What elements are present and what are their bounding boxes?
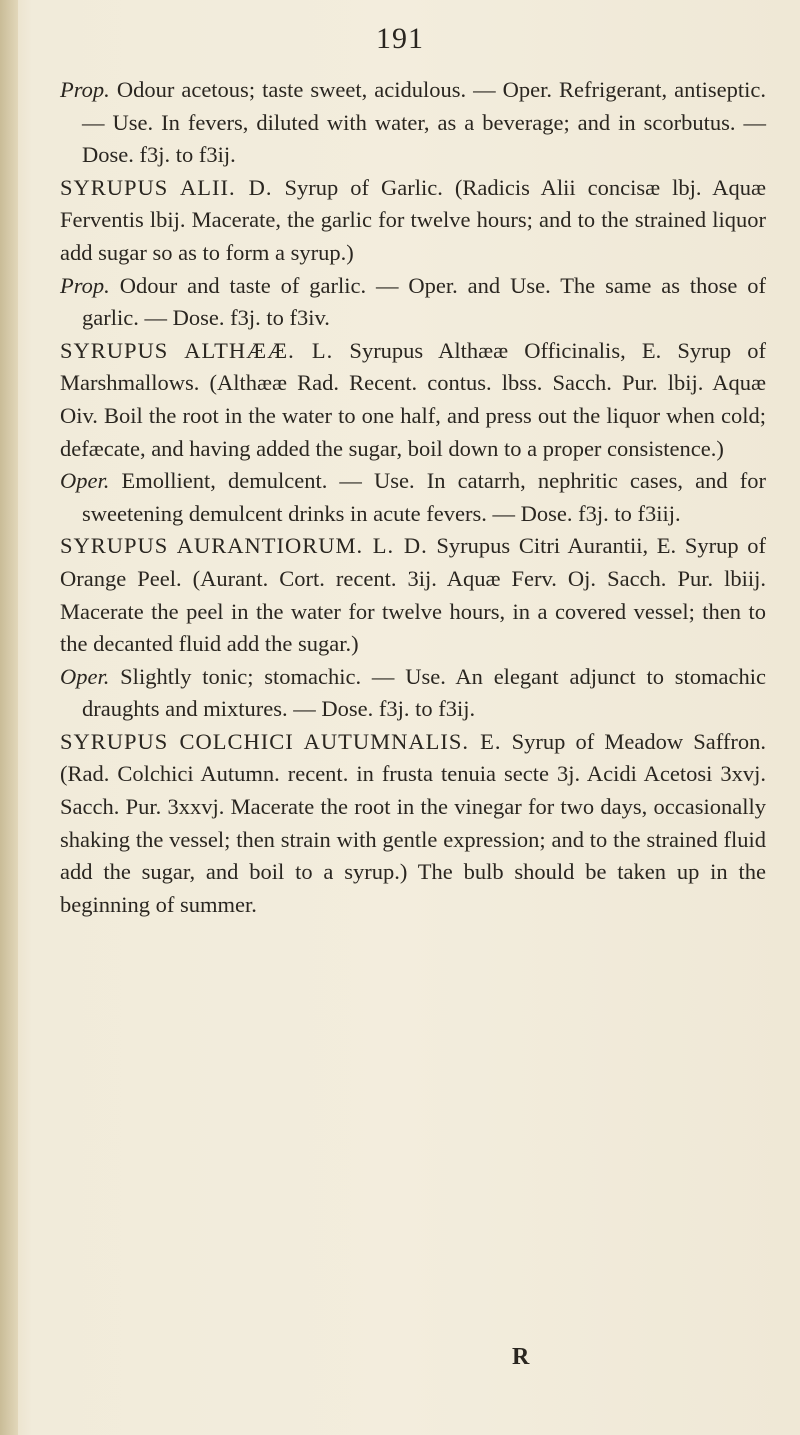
paragraph-lead: Oper. (60, 468, 110, 494)
paragraph-lead: SYRUPUS ALTHÆÆ. L. (60, 337, 334, 363)
paragraph (60, 335, 766, 465)
paragraph-lead: SYRUPUS COLCHICI AUTUMNALIS. E. (60, 728, 502, 754)
paragraph (60, 530, 766, 660)
paragraph (60, 74, 766, 172)
paragraph (60, 172, 766, 270)
paragraph-lead: Oper. (60, 663, 110, 689)
paragraph-text: Syrupus Althææ Officinalis, E. Syrup of Marshmallows. (Althææ Rad. Recent. contus. lbss. Sacch. Pur. lbij. Aquæ Oiv. Boil the root in the water to one half, and press out the liquor when cold; defæcate, and having added the sugar, boil down to a proper consistence.) (60, 337, 767, 461)
paragraph (60, 661, 766, 726)
paragraph (60, 726, 766, 922)
paragraph-text: Slightly tonic; stomachic. — Use. An elegant adjunct to stomachic draughts and mixtures. — Dose. f3j. to f3ij. (82, 663, 766, 722)
paragraph-text: Syrup of Meadow Saffron. (Rad. Colchici Autumn. recent. in frusta tenuia secte 3j. Acidi Acetosi 3xvj. Sacch. Pur. 3xxvj. Macerate the root in the vinegar for two days, occasionally shaking the vessel; then strain with gentle expression; and to the strained fluid add the sugar, and boil to a syrup.) The bulb should be taken up in the beginning of summer. (60, 728, 766, 917)
paragraph-text: Syrup of Garlic. (Radicis Alii concisæ lbj. Aquæ Ferventis lbij. Macerate, the garlic for twelve hours; and to the strained liquor add sugar so as to form a syrup.) (60, 174, 766, 265)
paragraph-text: Emollient, demulcent. — Use. In catarrh, nephritic cases, and for sweetening demulcent drinks in acute fevers. — Dose. f3j. to f3iij. (82, 468, 766, 526)
page-number: 191 (376, 22, 424, 55)
paragraph-lead: Prop. (60, 77, 110, 102)
page-gutter (0, 0, 18, 1435)
paragraph-lead: SYRUPUS AURANTIORUM. L. D. (60, 533, 428, 559)
paragraph-lead: Prop. (60, 272, 110, 298)
paragraph-text: Odour and taste of garlic. — Oper. and Use. The same as those of garlic. — Dose. f3j. to f3iv. (82, 272, 766, 331)
paragraph-text: Odour acetous; taste sweet, acidulous. — Oper. Refrigerant, antiseptic. — Use. In fevers, diluted with water, as a beverage; and in scorbutus. — Dose. f3j. to f3ij. (82, 77, 766, 168)
body-text (60, 74, 766, 921)
paragraph-text: Syrupus Citri Aurantii, E. Syrup of Orange Peel. (Aurant. Cort. recent. 3ij. Aquæ Ferv. Oj. Sacch. Pur. lbiij. Macerate the peel in the water for twelve hours, in a covered vessel; then to the decanted fluid add the sugar.) (60, 533, 767, 657)
paragraph-lead: SYRUPUS ALII. D. (60, 174, 273, 200)
signature-mark: R (512, 1344, 530, 1370)
paragraph (60, 270, 766, 335)
paragraph (60, 465, 766, 530)
